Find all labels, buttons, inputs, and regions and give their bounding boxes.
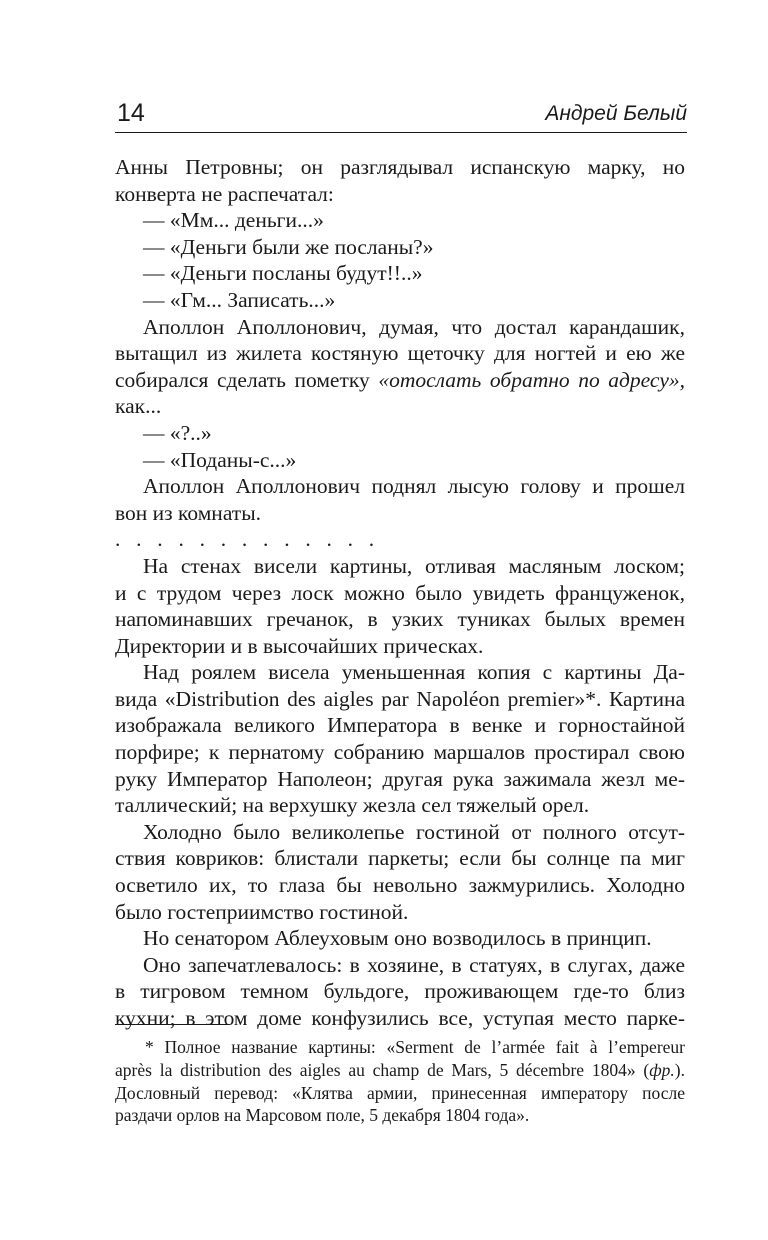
text-line: На стенах висели картины, отливая масляным лоском;: [143, 553, 685, 578]
page-header: [115, 98, 687, 133]
text-segment: собирался сделать пометку: [115, 367, 379, 392]
dialogue-line: — «Мм... деньги...»: [143, 208, 324, 233]
text-line: в тигровом темном бульдоге, проживающем где-то близ: [115, 979, 685, 1004]
footnote-divider: [115, 1024, 229, 1025]
text-line: порфире; к пернатому собранию маршалов простирал свою: [115, 740, 685, 765]
section-break-dots: . . . . . . . . . . . . .: [115, 527, 380, 552]
italic-quote: «отослать обратно по адресу»,: [378, 367, 685, 392]
text-line: [115, 367, 685, 394]
text-segment: ).: [674, 1059, 685, 1080]
text-line: и с трудом через лоск можно было увидеть француженок,: [115, 580, 685, 605]
page-number: 14: [117, 99, 145, 127]
footnote-line: * Полное название картины: «Serment de l’armée fait à l’empereur: [145, 1037, 685, 1057]
text-segment: après la distribution des aigles au champ de Mars, 5 décembre 1804» (: [115, 1059, 650, 1080]
footnote: [115, 1036, 685, 1127]
text-line: Оно запечатлевалось: в хозяине, в статуях, в слугах, даже: [143, 952, 685, 977]
text-line: таллический; на верхушку жезла сел тяжелый орел.: [115, 793, 590, 818]
dialogue-line: — «Деньги были же посланы?»: [143, 234, 434, 259]
footnote-line: Дословный перевод: «Клятва армии, принесенная императору после: [115, 1082, 685, 1103]
text-line: Аполлон Аполлонович, думая, что достал карандашик,: [143, 314, 685, 339]
text-line: изображала великого Императора в венке и горностайной: [115, 713, 685, 738]
text-line: кухни; в этом доме конфузились все, уступая место парке-: [115, 1006, 685, 1030]
text-line: Аполлон Аполлонович поднял лысую голову и прошел: [143, 474, 685, 499]
text-line: Холодно было великолепье гостиной от полного отсут-: [143, 819, 685, 844]
text-line: осветило их, то глаза бы невольно зажмурились. Холодно: [115, 873, 685, 898]
body-text: [115, 154, 685, 1032]
text-line: вида «Distribution des aigles par Napoléon premier»*. Картина: [115, 686, 685, 711]
text-line: Анны Петровны; он разглядывал испанскую марку, но: [115, 155, 685, 179]
text-line: было гостеприимство гостиной.: [115, 899, 409, 924]
text-line: вытащил из жилета костяную щеточку для ногтей и ею же: [115, 341, 685, 366]
dialogue-line: — «Гм... Записать...»: [143, 287, 336, 312]
text-line: вон из комнаты.: [115, 500, 262, 525]
text-line: как...: [115, 394, 162, 419]
text-line: Над роялем висела уменьшенная копия с картины Да-: [143, 660, 685, 685]
dialogue-line: — «?..»: [143, 420, 212, 445]
text-line: конверта не распечатал:: [115, 181, 334, 206]
footnote-line: раздачи орлов на Марсовом поле, 5 декабря 1804 года».: [115, 1105, 530, 1126]
text-line: руку Император Наполеон; другая рука зажимала жезл ме-: [115, 766, 685, 791]
running-title: Андрей Белый: [545, 102, 687, 125]
dialogue-line: — «Поданы-с...»: [143, 447, 297, 472]
dialogue-line: — «Деньги посланы будут!!..»: [143, 261, 423, 286]
italic-abbreviation: фр.: [649, 1059, 675, 1080]
footnote-line: [115, 1059, 685, 1082]
text-line: напоминавших гречанок, в узких туниках былых времен: [115, 607, 685, 632]
text-line: Но сенатором Аблеуховым оно возводилось в принцип.: [143, 926, 652, 951]
text-line: ствия ковриков: блистали паркеты; если бы солнце па миг: [115, 846, 685, 871]
text-line: Директории и в высочайших прическах.: [115, 633, 484, 658]
